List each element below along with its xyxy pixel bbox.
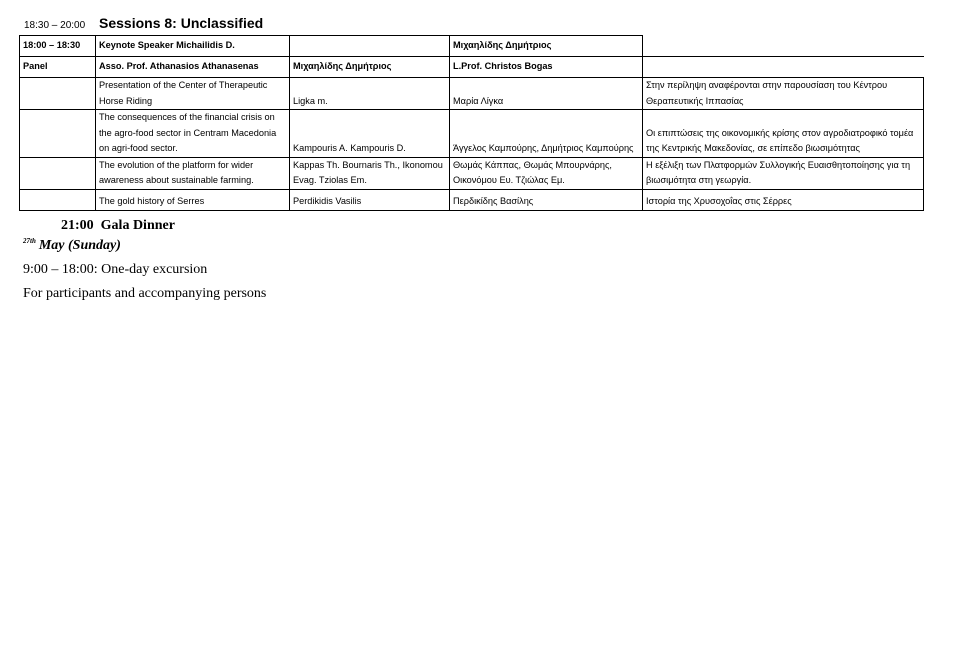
participants-line: For participants and accompanying persons (23, 286, 267, 301)
table-row (20, 110, 924, 158)
presentation-summary-greek: Οι επιπτώσεις της οικονομικής κρίσης στον αγροδιατροφικό τομέα της Κεντρικής Μακεδονίας, σε επίπεδο βιωσιμότητας (643, 110, 924, 158)
presentation-title: The evolution of the platform for wider awareness about sustainable farming. (96, 157, 290, 189)
keynote-col3 (290, 36, 450, 57)
panel-empty-cell (643, 57, 924, 78)
excursion-line: 9:00 – 18:00: One-day excursion (23, 262, 208, 277)
day-ordinal: 27th (23, 237, 36, 245)
presentation-summary-greek: Ιστορία της Χρυσοχοΐας στις Σέρρες (643, 189, 924, 210)
gala-dinner (61, 218, 175, 234)
presentation-summary-greek: Στην περίληψη αναφέρονται στην παρουσίαση του Κέντρου Θεραπευτικής Ιππασίας (643, 78, 924, 110)
keynote-speaker: Keynote Speaker Michailidis D. (96, 36, 290, 57)
day-heading (23, 237, 121, 254)
table-row (20, 78, 924, 110)
panel-chair-greek: Μιχαηλίδης Δημήτριος (290, 57, 450, 78)
table-row (20, 189, 924, 210)
panel-chair: Asso. Prof. Athanasios Athanasenas (96, 57, 290, 78)
presentation-authors: Ligka m. (290, 78, 450, 110)
day-label: May (Sunday) (38, 238, 121, 253)
presentation-authors-greek: Θωμάς Κάππας, Θωμάς Μπουρνάρης, Οικονόμου Ευ. Τζιώλας Εμ. (450, 157, 643, 189)
gala-time: 21:00 (61, 218, 94, 233)
presentation-title: The consequences of the financial crisis on the agro-food sector in Centram Macedonia on agri-food sector. (96, 110, 290, 158)
keynote-row (20, 36, 924, 57)
presentation-authors-greek: Μαρία Λίγκα (450, 78, 643, 110)
session-program-table (19, 35, 924, 211)
panel-row (20, 57, 924, 78)
presentation-title: Presentation of the Center of Therapeutic Horse Riding (96, 78, 290, 110)
panel-cochair: L.Prof. Christos Bogas (450, 57, 643, 78)
session-time: 18:30 – 20:00 (24, 20, 86, 31)
presentation-authors-greek: Περδικίδης Βασίλης (450, 189, 643, 210)
keynote-time: 18:00 – 18:30 (20, 36, 96, 57)
keynote-speaker-greek: Μιχαηλίδης Δημήτριος (450, 36, 643, 57)
session-title: Sessions 8: Unclassified (99, 15, 264, 31)
keynote-empty-cell (643, 36, 924, 57)
table-row (20, 157, 924, 189)
presentation-authors: Kappas Th. Bournaris Th., Ikonomou Evag. Tziolas Em. (290, 157, 450, 189)
presentation-authors: Kampouris A. Kampouris D. (290, 110, 450, 158)
gala-label: Gala Dinner (100, 218, 175, 233)
presentation-title: The gold history of Serres (96, 189, 290, 210)
panel-label: Panel (20, 57, 96, 78)
presentation-summary-greek: Η εξέλιξη των Πλατφορμών Συλλογικής Ευαισθητοποίησης για τη βιωσιμότητα στη γεωργία. (643, 157, 924, 189)
presentation-authors-greek: Άγγελος Καμπούρης, Δημήτριος Καμπούρης (450, 110, 643, 158)
presentation-authors: Perdikidis Vasilis (290, 189, 450, 210)
